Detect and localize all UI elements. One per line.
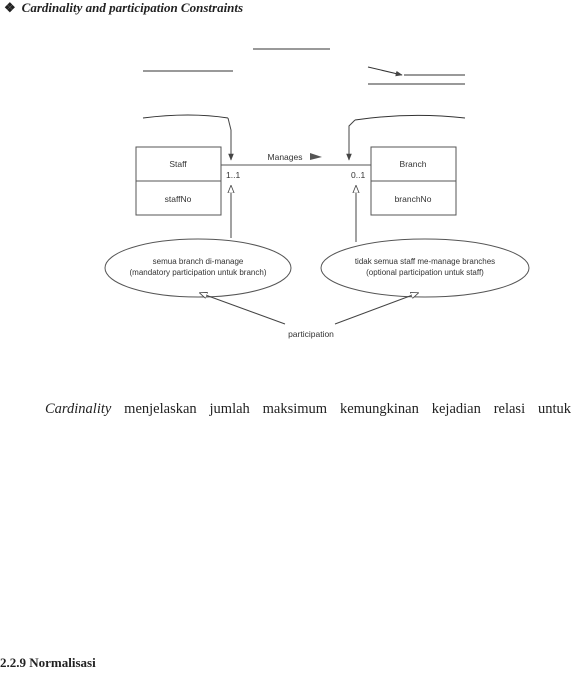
cardinality-paragraph: [45, 401, 571, 418]
entity-staff: [136, 147, 221, 215]
right-brace-curve: [355, 115, 465, 120]
multiplicity-left: 1..1: [226, 170, 241, 180]
multiplicity-right: 0..1: [351, 170, 366, 180]
note-optional-line1: tidak semua staff me-manage branches: [354, 257, 496, 266]
participation-label: participation: [288, 329, 334, 339]
entity-branch-attribute: branchNo: [394, 194, 432, 204]
entity-staff-attribute: staffNo: [164, 194, 192, 204]
entity-branch: [371, 147, 456, 215]
relationship-label: Manages: [267, 152, 303, 162]
note-mandatory-line1: semua branch di-manage: [152, 257, 244, 266]
top-curve-right: [368, 67, 402, 75]
paragraph-lead: Cardinality: [45, 401, 112, 417]
diamond-bullet-icon: ❖: [4, 0, 16, 15]
right-brace-pointer: [349, 120, 355, 160]
note-mandatory-line2: (mandatory participation untuk branch): [129, 268, 267, 277]
left-brace-curve: [143, 115, 228, 118]
entity-branch-name: Branch: [399, 159, 427, 169]
paragraph-rest: menjelaskan jumlah maksimum kemungkinan kejadian relasi untuk: [111, 401, 571, 417]
participation-arrow-right: [335, 293, 418, 324]
entity-staff-name: Staff: [169, 159, 187, 169]
note-mandatory: [105, 239, 291, 297]
note-optional-line2: (optional participation untuk staff): [366, 268, 484, 277]
left-brace-pointer: [228, 118, 231, 160]
heading-text: Cardinality and participation Constraints: [21, 0, 244, 15]
relationship-direction-icon: [310, 153, 322, 160]
participation-arrow-left: [200, 293, 285, 324]
section-title: 2.2.9 Normalisasi: [0, 655, 96, 670]
note-optional: [321, 239, 529, 297]
